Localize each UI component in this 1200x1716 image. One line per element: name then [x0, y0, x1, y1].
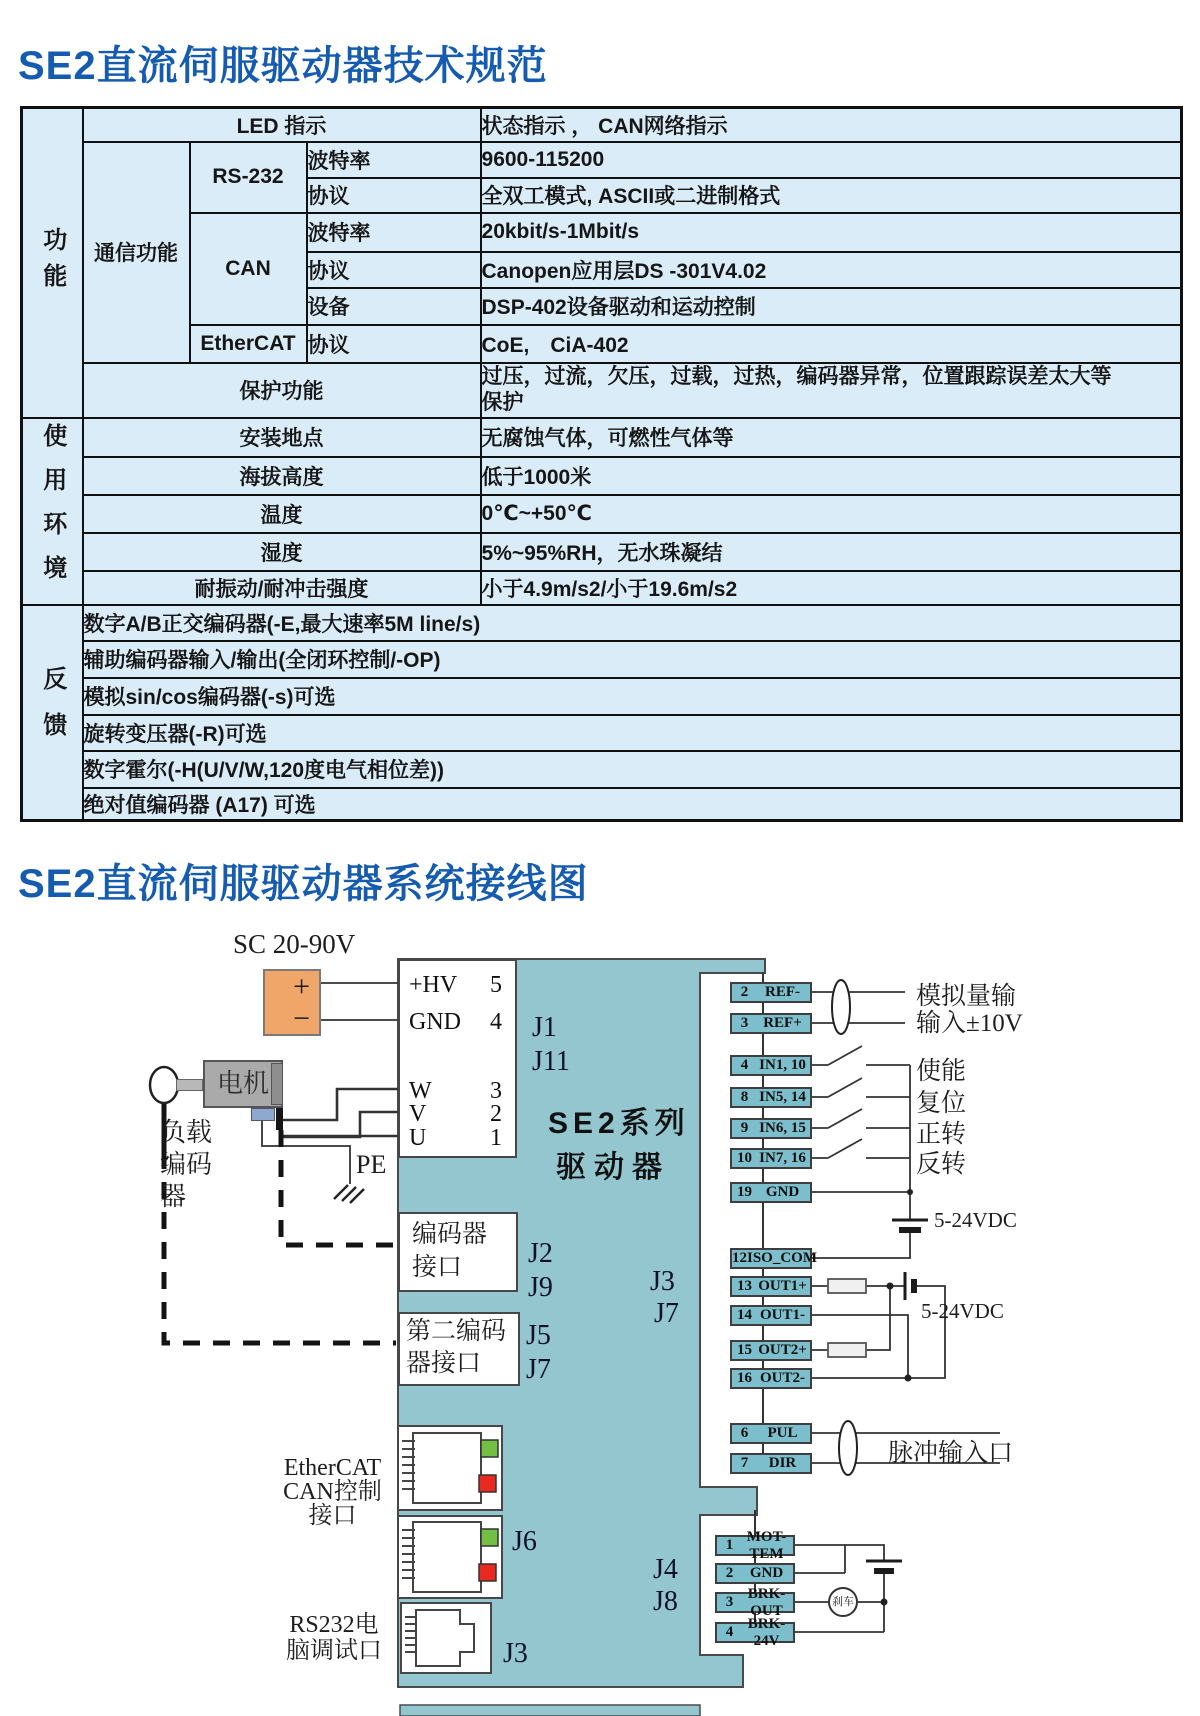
pin-u-label: U — [409, 1125, 427, 1151]
rj45-red-led-2 — [479, 1564, 496, 1581]
wire-in1-switch — [812, 1046, 910, 1065]
junction-dots — [881, 1189, 914, 1606]
rj45-port-2-icon — [399, 1517, 501, 1597]
pin-ref-minus: 2 REF- — [730, 982, 812, 1003]
label-j7-right: J7 — [654, 1298, 679, 1329]
pulse-input-label: 脉冲输入口 — [888, 1440, 1014, 1467]
encoder2-if-line2: 器接口 — [406, 1350, 482, 1377]
cell-comm-label: 通信功能 — [83, 142, 190, 363]
cell-baud2-value: 20kbit/s-1Mbit/s — [481, 213, 1182, 252]
brake-icon — [828, 1587, 858, 1617]
wire-motor-v — [281, 1112, 398, 1137]
motor-label: 电机 — [216, 1069, 269, 1098]
wire-in7-switch — [812, 1139, 910, 1158]
motor-connector — [251, 1108, 275, 1121]
cell-humidity-value: 5%~95%RH，无水珠凝结 — [481, 533, 1182, 571]
page-title-2: SE2直流伺服驱动器系统接线图 — [18, 862, 589, 906]
pin-in6: 9 IN6, 15 — [730, 1118, 812, 1139]
ethercat-label-line2: CAN控制 — [283, 1479, 382, 1505]
pin-brk-gnd: 2 GND — [715, 1563, 795, 1584]
cell-feedback-5: 数字霍尔(-H(U/V/W,120度电气相位差)) — [83, 751, 1182, 788]
group-function-label: 功能 — [38, 226, 66, 299]
label-j6: J6 — [512, 1526, 537, 1557]
label-j5: J5 — [526, 1320, 551, 1351]
rs232-label-line2: 脑调试口 — [286, 1638, 382, 1664]
pin-in1: 4 IN1, 10 — [730, 1055, 812, 1076]
rj45-port-1 — [397, 1425, 503, 1511]
cell-temp-label: 温度 — [83, 495, 481, 533]
rj45-port-2 — [397, 1515, 503, 1599]
pin-row-u — [400, 1123, 515, 1153]
ethercat-label-line3: 接口 — [308, 1503, 357, 1529]
motor-encoder-cable — [281, 1130, 396, 1245]
wire-motor-w — [281, 1089, 398, 1120]
analog-input-label-1: 模拟量输 — [916, 983, 1017, 1010]
pin-gnd19: 19 GND — [730, 1182, 812, 1203]
cell-install-value: 无腐蚀气体，可燃性气体等 — [481, 418, 1182, 457]
pin-iso-com: 12 ISO_COM — [730, 1248, 812, 1269]
label-j11: J11 — [532, 1046, 570, 1077]
cell-feedback-6: 绝对值编码器 (A17) 可选 — [83, 788, 1182, 821]
pin-u-num: 1 — [490, 1125, 502, 1151]
brake-label: 刹车 — [832, 1596, 854, 1608]
label-j3-right: J3 — [650, 1266, 675, 1297]
encoder-interface-box — [398, 1212, 518, 1292]
pin-gnd-num: 4 — [490, 1009, 502, 1035]
vdc-label-2: 5-24VDC — [921, 1299, 1004, 1323]
pin-out1-minus: 14 OUT1- — [730, 1305, 812, 1326]
cell-protection-label: 保护功能 — [83, 363, 481, 418]
protection-text: 过压，过流，欠压，过载，过热，编码器异常，位置跟踪误差太大等保护 — [481, 365, 1112, 414]
pin-ref-plus: 3 REF+ — [730, 1013, 812, 1034]
forward-label: 正转 — [916, 1121, 967, 1148]
group-environment-label: 使用环境 — [38, 423, 66, 599]
cell-proto3-label: 协议 — [307, 325, 481, 363]
cell-ethercat: EtherCAT — [190, 325, 307, 363]
pin-row-hv — [400, 970, 515, 1000]
pin-dir: 7 DIR — [730, 1453, 812, 1474]
pin-brk-out: 3 BRK-OUT — [715, 1592, 795, 1613]
wire-out2-plus — [812, 1286, 890, 1350]
wire-mot-tem — [795, 1545, 884, 1573]
cell-vibration-label: 耐振动/耐冲击强度 — [83, 571, 481, 605]
pe-label: PE — [356, 1150, 387, 1179]
cell-rs232: RS-232 — [190, 142, 307, 213]
encoder-if-line1: 编码器 — [412, 1221, 488, 1248]
pin-out2-plus: 15 OUT2+ — [730, 1340, 812, 1361]
cell-proto2-value: Canopen应用层DS -301V4.02 — [481, 252, 1182, 288]
power-supply-box — [263, 969, 321, 1036]
supply-plus-sign: + — [293, 970, 310, 1003]
cell-proto2-label: 协议 — [307, 252, 481, 288]
rj45-green-led — [481, 1440, 498, 1457]
cell-baud2-label: 波特率 — [307, 213, 481, 252]
page-title: SE2直流伺服驱动器技术规范 — [18, 44, 548, 88]
ethercat-label-line1: EtherCAT — [283, 1455, 382, 1481]
wire-in5-switch — [812, 1078, 910, 1097]
pin-w-label: W — [409, 1078, 432, 1104]
cell-vibration-value: 小于4.9m/s2/小于19.6m/s2 — [481, 571, 1182, 605]
pe-ground-icon — [334, 1185, 364, 1203]
load-icon — [150, 1067, 178, 1103]
pin-mot-tem: 1 MOT-TEM — [715, 1535, 795, 1556]
pin-row-gnd — [400, 1007, 515, 1037]
second-encoder-interface-label — [406, 1316, 506, 1380]
wire-pe — [262, 1121, 350, 1184]
motor-shaft — [176, 1079, 203, 1091]
rs232-jack-icon — [402, 1604, 490, 1672]
label-j1: J1 — [532, 1012, 557, 1043]
analog-input-label-2: 输入±10V — [916, 1010, 1023, 1037]
vdc-label-1: 5-24VDC — [934, 1208, 1017, 1232]
pin-w-num: 3 — [490, 1078, 502, 1104]
reset-label: 复位 — [916, 1090, 967, 1117]
motor-flange — [271, 1063, 283, 1105]
label-j9: J9 — [528, 1272, 553, 1303]
pin-out2-minus: 16 OUT2- — [730, 1368, 812, 1389]
cell-altitude-label: 海拔高度 — [83, 457, 481, 495]
rj45-port-1-icon — [399, 1427, 501, 1509]
label-j7: J7 — [526, 1354, 551, 1385]
power-connector-box — [398, 959, 517, 1158]
cell-feedback-3: 模拟sin/cos编码器(-s)可选 — [83, 678, 1182, 715]
cell-baud1-value: 9600-115200 — [481, 142, 1182, 178]
battery-symbols — [866, 1220, 928, 1571]
cell-install-label: 安装地点 — [83, 418, 481, 457]
rj45-green-led-2 — [481, 1529, 498, 1546]
encoder-interface-label — [412, 1218, 487, 1284]
label-j4: J4 — [653, 1554, 678, 1585]
shield-ellipse-symbols — [832, 980, 857, 1475]
cell-proto3-value: CoE, CiA-402 — [481, 325, 1182, 363]
ethercat-can-port-label — [270, 1456, 395, 1528]
pin-brk-24v: 4 BRK-24V — [715, 1622, 795, 1643]
rj45-red-led — [479, 1475, 496, 1492]
driver-name-line1: SE2系列 — [548, 1107, 690, 1140]
pin-in5: 8 IN5, 14 — [730, 1087, 812, 1108]
pin-v-label: V — [409, 1101, 427, 1127]
cell-temp-value: 0℃~+50℃ — [481, 495, 1182, 533]
cell-led-label: LED 指示 — [83, 108, 481, 142]
pin-pul: 6 PUL — [730, 1423, 812, 1444]
encoder-if-line2: 接口 — [412, 1254, 463, 1281]
label-j2: J2 — [528, 1238, 553, 1269]
cell-feedback-1: 数字A/B正交编码器(-E,最大速率5M line/s) — [83, 605, 1182, 641]
rs232-label-line1: RS232电 — [289, 1612, 379, 1638]
label-j3-bottom: J3 — [503, 1638, 528, 1669]
pin-gnd-label: GND — [409, 1009, 461, 1035]
pin-in7: 10 IN7, 16 — [730, 1148, 812, 1169]
cell-baud1-label: 波特率 — [307, 142, 481, 178]
cell-altitude-value: 低于1000米 — [481, 457, 1182, 495]
cell-feedback-2: 辅助编码器输入/输出(全闭环控制/-OP) — [83, 641, 1182, 678]
cell-led-value: 状态指示 ， CAN网络指示 — [481, 108, 1182, 142]
wire-input-bus — [812, 1065, 910, 1258]
reverse-label: 反转 — [916, 1151, 967, 1178]
cell-device-label: 设备 — [307, 288, 481, 325]
cell-device-value: DSP-402设备驱动和运动控制 — [481, 288, 1182, 325]
enable-label: 使能 — [916, 1058, 967, 1085]
pin-hv-num: 5 — [490, 972, 502, 998]
resistor-symbols — [828, 1279, 866, 1357]
pin-v-num: 2 — [490, 1101, 502, 1127]
cell-can: CAN — [190, 213, 307, 325]
pin-hv-label: +HV — [409, 972, 458, 998]
supply-minus-sign: − — [293, 1002, 310, 1035]
load-encoder-label-2: 编码 — [160, 1150, 213, 1179]
cell-proto1-value: 全双工模式, ASCII或二进制格式 — [481, 178, 1182, 213]
second-encoder-interface-box — [398, 1312, 520, 1386]
rs232-jack — [400, 1602, 492, 1674]
driver-bottom-strip — [400, 1705, 700, 1716]
load-encoder-label-1: 负载 — [160, 1118, 213, 1147]
rs232-port-label — [275, 1612, 393, 1664]
label-j8: J8 — [653, 1586, 678, 1617]
encoder2-if-line1: 第二编码 — [406, 1318, 507, 1345]
wire-in6-switch — [812, 1109, 910, 1128]
supply-voltage-label: SC 20-90V — [233, 929, 356, 959]
load-encoder-label-3: 器 — [160, 1182, 187, 1211]
cell-humidity-label: 湿度 — [83, 533, 481, 571]
cell-feedback-4: 旋转变压器(-R)可选 — [83, 715, 1182, 751]
cell-proto1-label: 协议 — [307, 178, 481, 213]
driver-name-line2: 驱动器 — [556, 1151, 670, 1184]
pin-out1-plus: 13 OUT1+ — [730, 1276, 812, 1297]
group-feedback-label: 反馈 — [38, 666, 66, 758]
